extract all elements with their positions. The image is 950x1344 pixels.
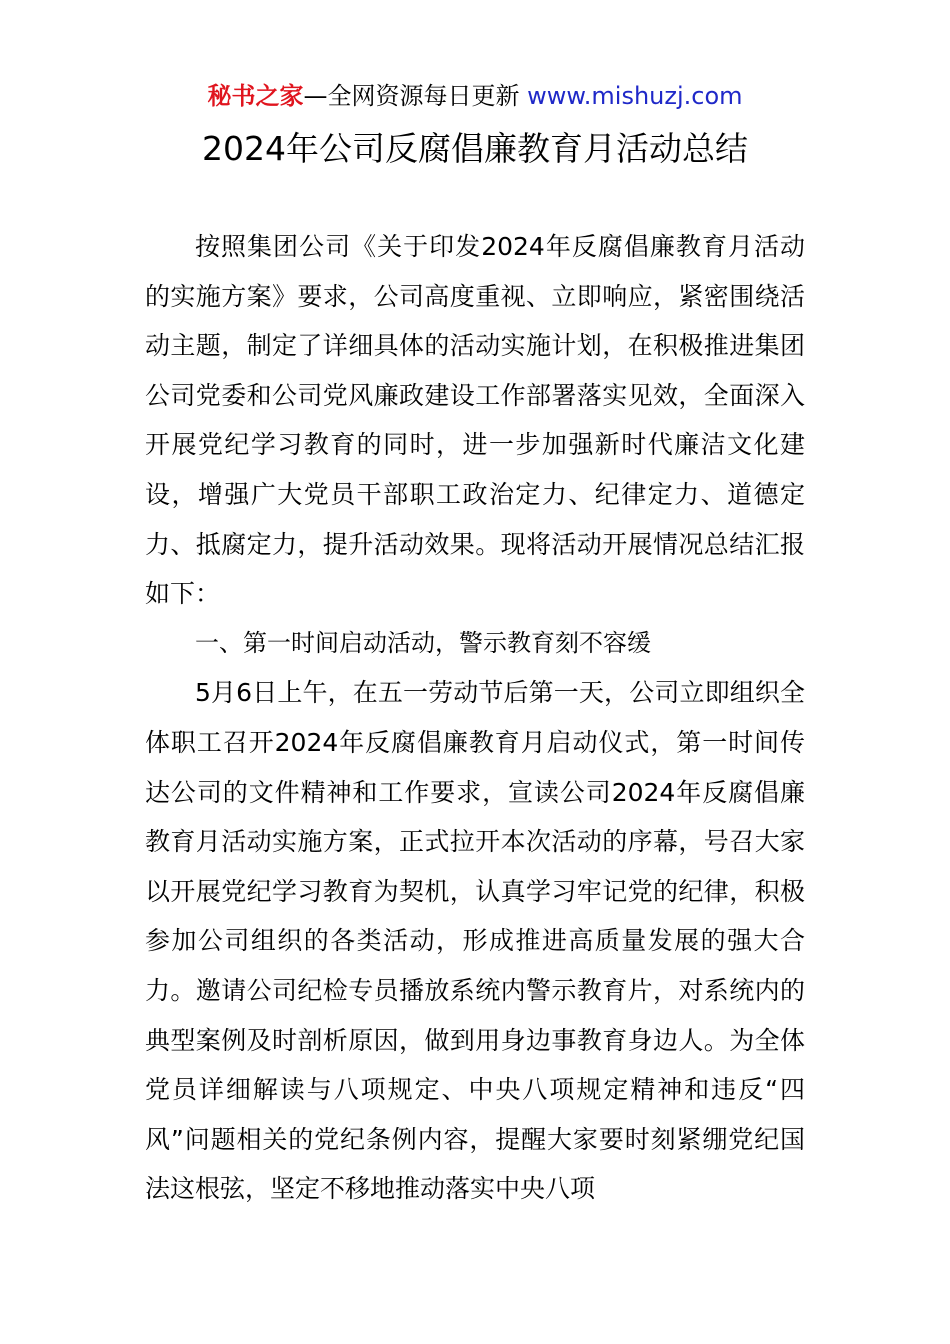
site-brand: 秘书之家 <box>207 82 304 110</box>
site-tagline: —全网资源每日更新 <box>303 82 520 110</box>
section-heading-1: 一、第一时间启动活动，警示教育刻不容缓 <box>195 628 651 657</box>
site-banner <box>0 80 950 112</box>
site-url-link[interactable]: www.mishuzj.com <box>527 82 743 110</box>
document-title: 2024年公司反腐倡廉教育月活动总结 <box>202 129 748 168</box>
section-paragraph-1: 5月6日上午，在五一劳动节后第一天，公司立即组织全体职工召开2024年反腐倡廉教育月启动仪式，第一时间传达公司的文件精神和工作要求，宣读公司2024年反腐倡廉教育月活动实施方案，正式拉开本次活动的序幕，号召大家以开展党纪学习教育为契机，认真学习牢记党的纪律，积极参加公司组织的各类活动，形成推进高质量发展的强大合力。邀请公司纪检专员播放系统内警示教育片，对系统内的典型案例及时剖析原因，做到用身边事教育身边人。为全体党员详细解读与八项规定、中央八项规定精神和违反“四风”问题相关的党纪条例内容，提醒大家要时刻紧绷党纪国法这根弦，坚定不移地推动落实中央八项 <box>145 678 805 1204</box>
document-body <box>145 222 805 1214</box>
intro-paragraph: 按照集团公司《关于印发2024年反腐倡廉教育月活动的实施方案》要求，公司高度重视、立即响应，紧密围绕活动主题，制定了详细具体的活动实施计划，在积极推进集团公司党委和公司党风廉政建设工作部署落实见效，全面深入开展党纪学习教育的同时，进一步加强新时代廉洁文化建设，增强广大党员干部职工政治定力、纪律定力、道德定力、抵腐定力，提升活动效果。现将活动开展情况总结汇报如下： <box>145 232 805 609</box>
